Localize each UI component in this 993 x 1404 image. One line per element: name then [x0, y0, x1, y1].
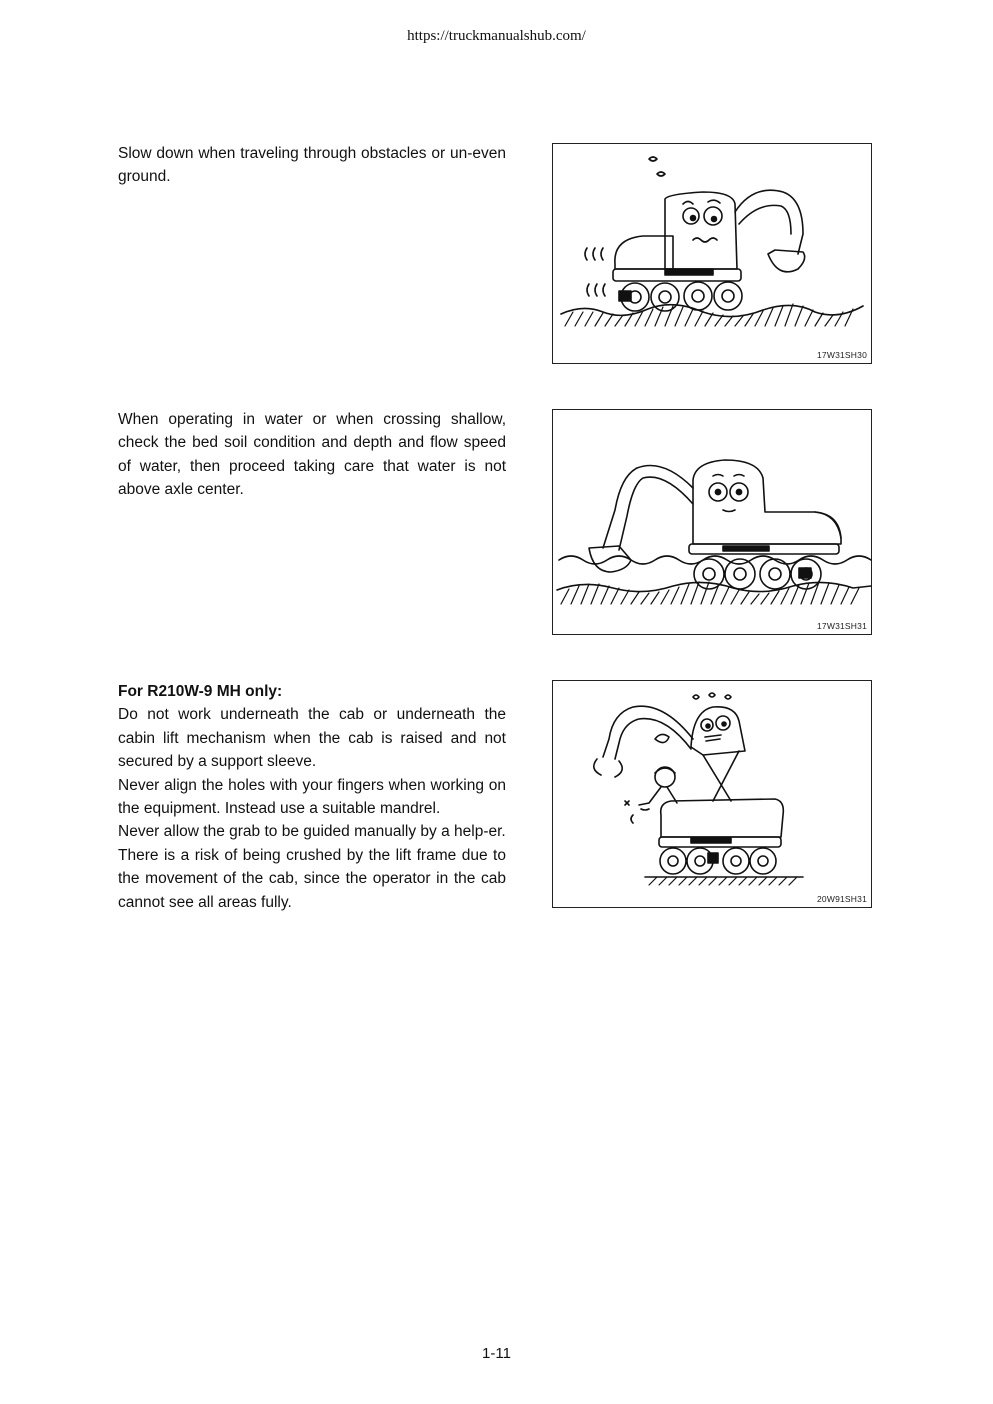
page-number: 1-11 [482, 1345, 511, 1362]
paragraph: Slow down when traveling through obstacles or un-even ground. [118, 145, 506, 186]
figure-cab-lift-hazard [552, 680, 872, 908]
section-3-text [118, 680, 506, 914]
figure-code: 17W31SH30 [817, 350, 867, 360]
figure-shallow-water [552, 409, 872, 635]
paragraph: When operating in water or when crossing shallow, check the bed soil condition and depth and flow speed of water, then proceed taking care that water is not above axle center. [118, 411, 506, 499]
excavator-rough-ground-illustration [553, 144, 873, 365]
figure-rough-ground [552, 143, 872, 364]
paragraph: Do not work underneath the cab or underneath the cabin lift mechanism when the cab is raised and not secured by a support sleeve. [118, 706, 506, 771]
paragraph: Never allow the grab to be guided manually by a help-er. [118, 823, 506, 841]
cab-lift-crush-hazard-illustration [553, 681, 873, 909]
section-1-text [118, 142, 506, 189]
section-2-text [118, 408, 506, 502]
header-url: https://truckmanualshub.com/ [407, 28, 586, 44]
figure-code: 20W91SH31 [817, 894, 867, 904]
section-heading: For R210W-9 MH only: [118, 683, 283, 700]
paragraph: There is a risk of being crushed by the lift frame due to the movement of the cab, since the operator in the cab cannot see all areas fully. [118, 846, 506, 911]
excavator-shallow-water-illustration [553, 410, 873, 636]
figure-code: 17W31SH31 [817, 621, 867, 631]
paragraph: Never align the holes with your fingers when working on the equipment. Instead use a suitable mandrel. [118, 776, 506, 818]
